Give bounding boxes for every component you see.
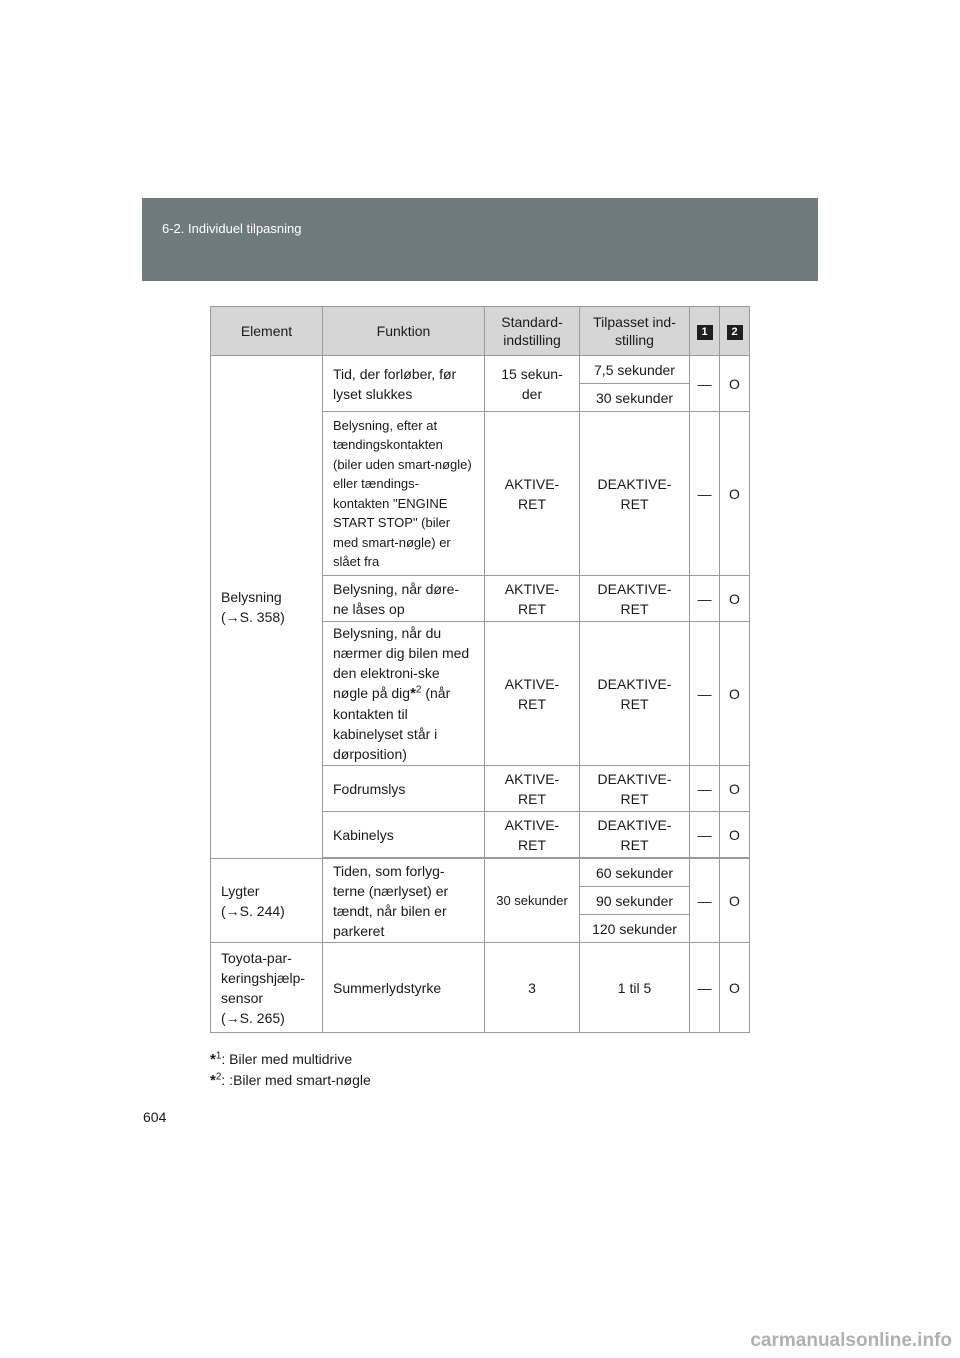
standard-cell: AKTIVE- RET (485, 412, 580, 576)
mark-col2: O (720, 766, 750, 812)
page-number: 604 (143, 1109, 167, 1125)
table-row (211, 859, 750, 887)
mark-col2: O (720, 943, 750, 1033)
standard-cell: AKTIVE- RET (485, 576, 580, 622)
custom-cell: 90 sekunder (580, 887, 690, 915)
mark-col2: O (720, 859, 750, 943)
function-cell: Tiden, som forlyg-terne (nærlyset) er tændt, når bilen er parkeret (323, 859, 485, 943)
custom-cell: DEAKTIVE- RET (580, 766, 690, 812)
header-col1 (690, 307, 720, 356)
function-cell: Belysning, når du nærmer dig bilen med den elektroni-ske nøgle på dig*$^2$ (når kontakten til kabinelyset står i dørposition) (323, 622, 485, 766)
standard-cell: AKTIVE- RET (485, 812, 580, 858)
mark-col1: — (690, 622, 720, 766)
custom-cell: DEAKTIVE- RET (580, 576, 690, 622)
section-title: 6-2. Individuel tilpasning (162, 221, 302, 236)
table-row (211, 356, 750, 384)
custom-cell: 60 sekunder (580, 859, 690, 887)
mark-col2: O (720, 812, 750, 858)
badge-2: 2 (727, 325, 743, 340)
header-col2 (720, 307, 750, 356)
custom-cell: 1 til 5 (580, 943, 690, 1033)
section-header-bar (142, 198, 818, 281)
element-belysning: Belysning (→S. 358) (211, 356, 323, 859)
badge-1: 1 (697, 325, 713, 340)
mark-col2: O (720, 412, 750, 576)
mark-col1: — (690, 356, 720, 412)
function-cell: Belysning, når døre-ne låses op (323, 576, 485, 622)
mark-col1: — (690, 859, 720, 943)
custom-cell: 30 sekunder (580, 384, 690, 412)
element-toyota: Toyota-par-keringshjælp-sensor (→S. 265) (211, 943, 323, 1033)
mark-col1: — (690, 412, 720, 576)
header-custom: Tilpasset ind- stilling (580, 307, 690, 356)
custom-cell: DEAKTIVE- RET (580, 812, 690, 858)
standard-cell: 15 sekun- der (485, 356, 580, 412)
footnote-1: *$^1$: Biler med multidrive (210, 1050, 353, 1068)
table-header-row (211, 307, 750, 356)
custom-cell: DEAKTIVE- RET (580, 622, 690, 766)
watermark-text: carmanualsonline.info (750, 1330, 952, 1351)
function-cell: Belysning, efter at tændingskontakten (biler uden smart-nøgle) eller tændings-kontakten "ENGINE START STOP" (biler med smart-nøgle) er slået fra (323, 412, 485, 576)
custom-cell: DEAKTIVE- RET (580, 412, 690, 576)
mark-col2: O (720, 356, 750, 412)
function-cell: Kabinelys (323, 812, 485, 858)
mark-col2: O (720, 622, 750, 766)
mark-col1: — (690, 943, 720, 1033)
header-standard: Standard- indstilling (485, 307, 580, 356)
footnote-2: *$^2$: :Biler med smart-nøgle (210, 1071, 371, 1089)
function-cell: Tid, der forløber, før lyset slukkes (323, 356, 485, 412)
function-cell: Summerlydstyrke (323, 943, 485, 1033)
mark-col1: — (690, 812, 720, 858)
standard-cell: 3 (485, 943, 580, 1033)
header-element: Element (211, 307, 323, 356)
element-lygter: Lygter (→S. 244) (211, 859, 323, 943)
customization-table (210, 306, 750, 1033)
footnotes (210, 1049, 371, 1091)
standard-cell: 30 sekunder (485, 859, 580, 943)
standard-cell: AKTIVE- RET (485, 622, 580, 766)
custom-cell: 7,5 sekunder (580, 356, 690, 384)
header-function: Funktion (323, 307, 485, 356)
function-cell: Fodrumslys (323, 766, 485, 812)
custom-cell: 120 sekunder (580, 915, 690, 943)
mark-col2: O (720, 576, 750, 622)
mark-col1: — (690, 766, 720, 812)
table-row (211, 943, 750, 1033)
standard-cell: AKTIVE- RET (485, 766, 580, 812)
mark-col1: — (690, 576, 720, 622)
